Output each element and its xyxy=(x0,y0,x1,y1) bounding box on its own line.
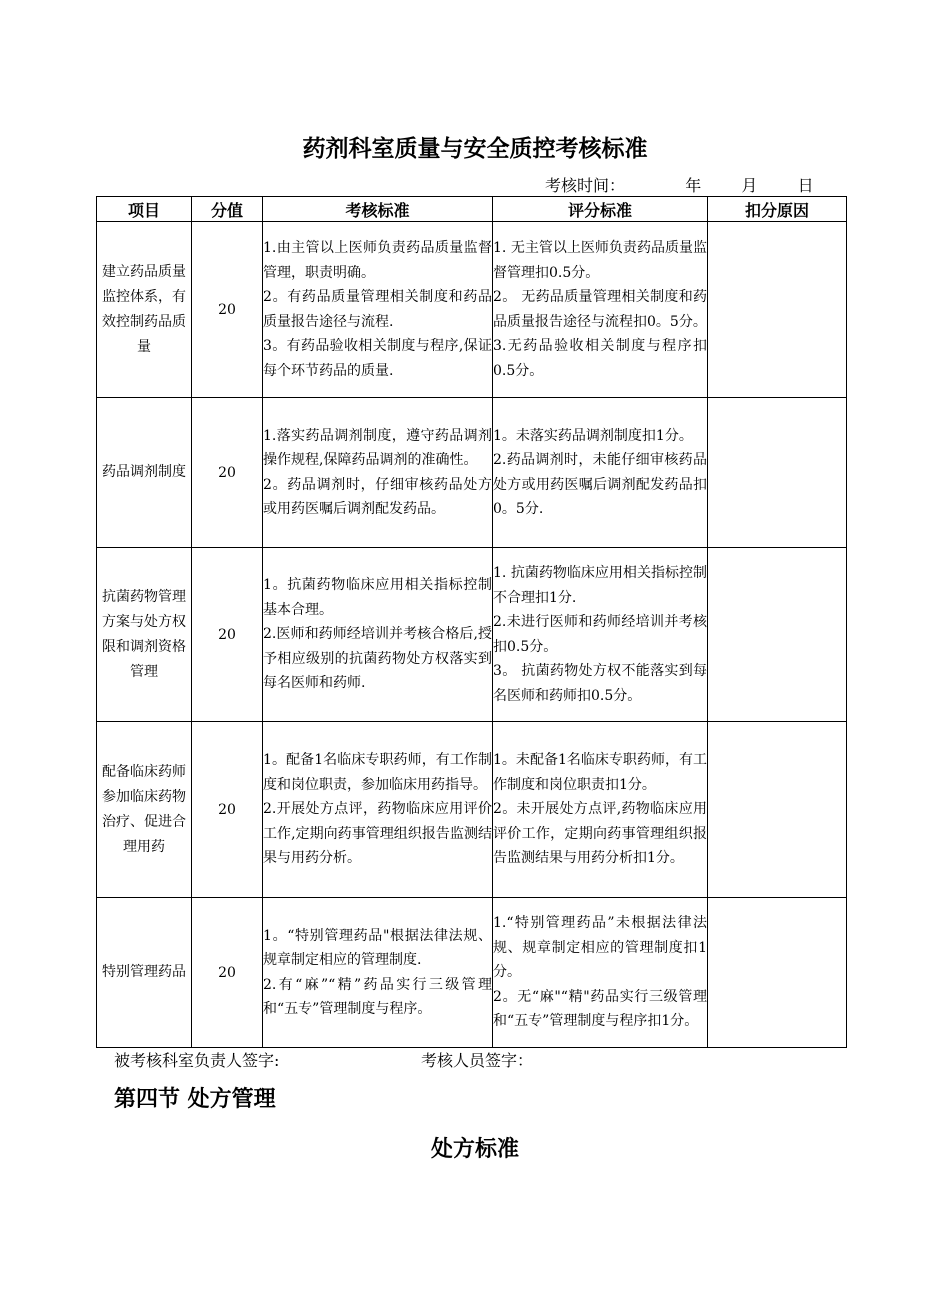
rule-line: 1. 无主管以上医师负责药品质量监督管理扣0.5分。 xyxy=(493,240,707,281)
criteria-line: 1。“特别管理药品"根据法律法规、规章制定相应的管理制度. xyxy=(263,927,492,968)
row-score: 20 xyxy=(192,398,263,548)
table-row xyxy=(97,898,847,1048)
rule-line: 2.药品调剂时，未能仔细审核药品处方或用药医嘱后调剂配发药品扣0。5分. xyxy=(493,452,707,517)
criteria-line: 2.医师和药师经培训并考核合格后,授予相应级别的抗菌药物处方权落实到每名医师和药师. xyxy=(263,626,492,692)
row-score: 20 xyxy=(192,222,263,398)
rule-line: 2。无“麻"“精"药品实行三级管理和“五专”管理制度与程序扣1分。 xyxy=(493,988,707,1030)
rule-line: 1.“特别管理药品”未根据法律法规、规章制定相应的管理制度扣1分。 xyxy=(493,915,707,981)
rule-line: 1. 抗菌药物临床应用相关指标控制不合理扣1分. xyxy=(493,565,707,606)
table-header-row xyxy=(97,197,847,222)
criteria-line: 1.由主管以上医师负责药品质量监督管理，职责明确。 xyxy=(263,240,492,281)
row-rules xyxy=(493,898,708,1048)
assessment-table xyxy=(96,196,847,1048)
criteria-line: 2。药品调剂时，仔细审核药品处方或用药医嘱后调剂配发药品。 xyxy=(263,476,492,517)
rule-line: 2。 无药品质量管理相关制度和药品质量报告途径与流程扣0。5分。 xyxy=(493,289,707,330)
row-criteria xyxy=(263,722,493,898)
row-criteria xyxy=(263,222,493,398)
row-reason xyxy=(708,398,847,548)
row-score: 20 xyxy=(192,898,263,1048)
row-score: 20 xyxy=(192,548,263,722)
table-row xyxy=(97,548,847,722)
row-item: 特别管理药品 xyxy=(97,898,192,1048)
date-day: 日 xyxy=(797,176,814,195)
rule-line: 1。未落实药品调剂制度扣1分。 xyxy=(493,427,693,444)
rule-line: 1。未配备1名临床专职药师，有工作制度和岗位职责扣1分。 xyxy=(493,752,707,793)
assessment-date xyxy=(545,173,814,196)
rule-line: 2.未进行医师和药师经培训并考核扣0.5分。 xyxy=(493,614,707,655)
header-criteria: 考核标准 xyxy=(263,197,493,222)
row-criteria xyxy=(263,548,493,722)
row-item: 抗菌药物管理方案与处方权限和调剂资格管理 xyxy=(97,548,192,722)
criteria-line: 2.有“麻”“精”药品实行三级管理和“五专”管理制度与程序。 xyxy=(263,976,492,1017)
table-row xyxy=(97,398,847,548)
row-rules xyxy=(493,722,708,898)
criteria-line: 1。配备1名临床专职药师，有工作制度和岗位职责，参加临床用药指导。 xyxy=(263,752,492,793)
table-row xyxy=(97,222,847,398)
date-year: 年 xyxy=(685,176,702,195)
rule-line: 2。未开展处方点评,药物临床应用评价工作，定期向药事管理组织报告监测结果与用药分析扣1分。 xyxy=(493,801,707,867)
row-item: 建立药品质量监控体系，有效控制药品质量 xyxy=(97,222,192,398)
date-label: 考核时间： xyxy=(545,176,626,195)
criteria-line: 2。有药品质量管理相关制度和药品质量报告途径与流程. xyxy=(263,289,492,330)
header-reason: 扣分原因 xyxy=(708,197,847,222)
row-item: 药品调剂制度 xyxy=(97,398,192,548)
row-reason xyxy=(708,548,847,722)
criteria-line: 1.落实药品调剂制度，遵守药品调剂操作规程,保障药品调剂的准确性。 xyxy=(263,427,492,468)
row-criteria xyxy=(263,898,493,1048)
table-row xyxy=(97,722,847,898)
section-heading: 第四节 处方管理 xyxy=(114,1087,276,1112)
criteria-line: 1。抗菌药物临床应用相关指标控制基本合理。 xyxy=(263,577,492,618)
row-item: 配备临床药师参加临床药物治疗、促进合理用药 xyxy=(97,722,192,898)
header-score: 分值 xyxy=(192,197,263,222)
date-month: 月 xyxy=(741,176,758,195)
section-subheading: 处方标准 xyxy=(430,1137,519,1162)
row-score: 20 xyxy=(192,722,263,898)
row-rules xyxy=(493,548,708,722)
examiner-signature: 考核人员签字： xyxy=(421,1051,534,1070)
row-criteria xyxy=(263,398,493,548)
rule-line: 3.无药品验收相关制度与程序扣0.5分。 xyxy=(493,338,707,379)
row-rules xyxy=(493,398,708,548)
document-title: 药剂科室质量与安全质控考核标准 xyxy=(302,136,648,162)
row-rules xyxy=(493,222,708,398)
criteria-line: 3。有药品验收相关制度与程序,保证每个环节药品的质量. xyxy=(263,338,492,379)
header-item: 项目 xyxy=(97,197,192,222)
header-rules: 评分标准 xyxy=(493,197,708,222)
rule-line: 3。 抗菌药物处方权不能落实到每名医师和药师扣0.5分。 xyxy=(493,663,707,704)
row-reason xyxy=(708,722,847,898)
department-head-signature: 被考核科室负责人签字: xyxy=(114,1051,280,1070)
criteria-line: 2.开展处方点评，药物临床应用评价工作,定期向药事管理组织报告监测结果与用药分析。 xyxy=(263,801,492,867)
row-reason xyxy=(708,222,847,398)
row-reason xyxy=(708,898,847,1048)
